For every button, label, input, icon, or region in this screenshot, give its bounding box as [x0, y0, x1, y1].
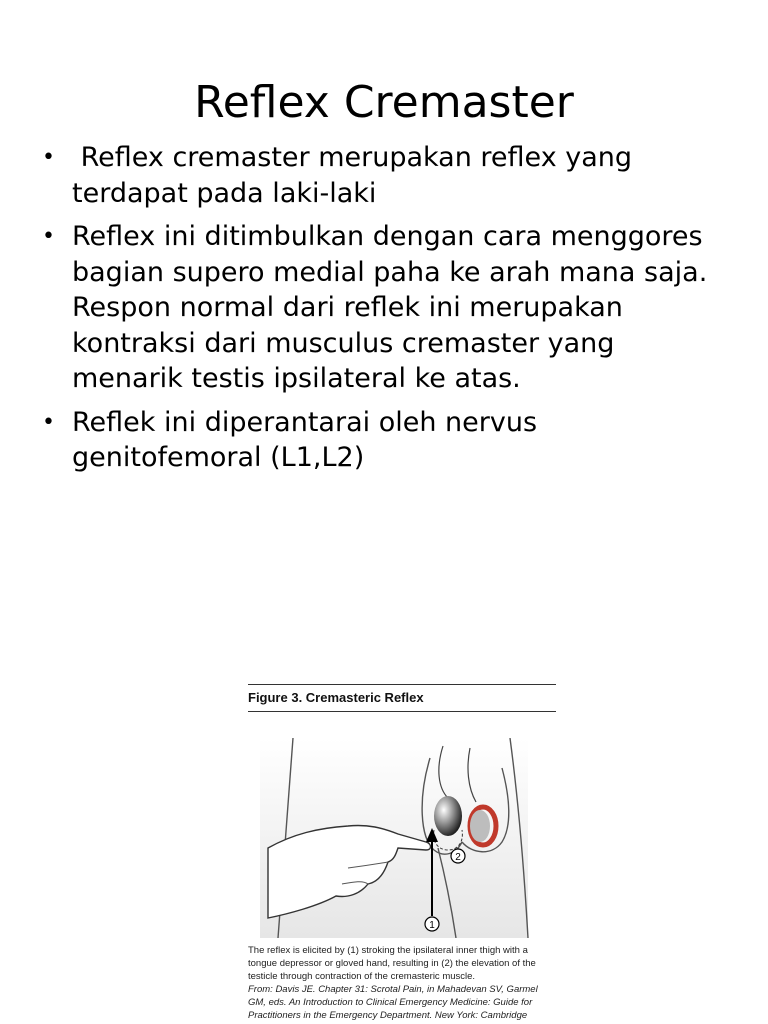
- bullet-dot-icon: •: [42, 409, 55, 435]
- bullet-list: [42, 140, 732, 484]
- bullet-text: Reflek ini diperantarai oleh nervus genitofemoral (L1,L2): [72, 406, 538, 473]
- slide-title: Reflex Cremaster: [194, 77, 574, 129]
- figure-caption: The reflex is elicited by (1) stroking the ipsilateral inner thigh with a tongue depressor or gloved hand, resulting in (2) the elevation of the testicle through contraction of the cremasteric muscle.: [248, 945, 536, 982]
- cremasteric-reflex-illustration: [248, 738, 538, 938]
- marker-1-label: 1: [429, 920, 435, 931]
- figure-title-rule: [248, 711, 556, 712]
- bullet-dot-icon: •: [42, 224, 55, 249]
- bullet-item: [42, 405, 732, 476]
- bullet-text: Reflex ini ditimbulkan dengan cara menggores bagian supero medial paha ke arah mana saja. Respon normal dari reflek ini merupakan kontraksi dari musculus cremaster yang menarik testis ipsilateral ke atas.: [72, 221, 708, 394]
- bullet-item: [42, 219, 732, 397]
- contralateral-testicle-icon: [470, 810, 490, 842]
- bullet-text: Reflex cremaster merupakan reflex yang terdapat pada laki-laki: [72, 142, 641, 209]
- elevated-testicle-icon: [434, 796, 462, 836]
- figure-source: From: Davis JE. Chapter 31: Scrotal Pain, in Mahadevan SV, Garmel GM, eds. An Introduction to Clinical Emergency Medicine: Guide for Practitioners in the Emergency Department. New York: Cambridge: [248, 984, 538, 1021]
- bullet-item: [42, 140, 732, 211]
- marker-2-label: 2: [455, 852, 461, 863]
- figure-panel: [248, 684, 556, 1024]
- figure-title: Figure 3. Cremasteric Reflex: [248, 690, 424, 705]
- bullet-dot-icon: •: [42, 145, 55, 170]
